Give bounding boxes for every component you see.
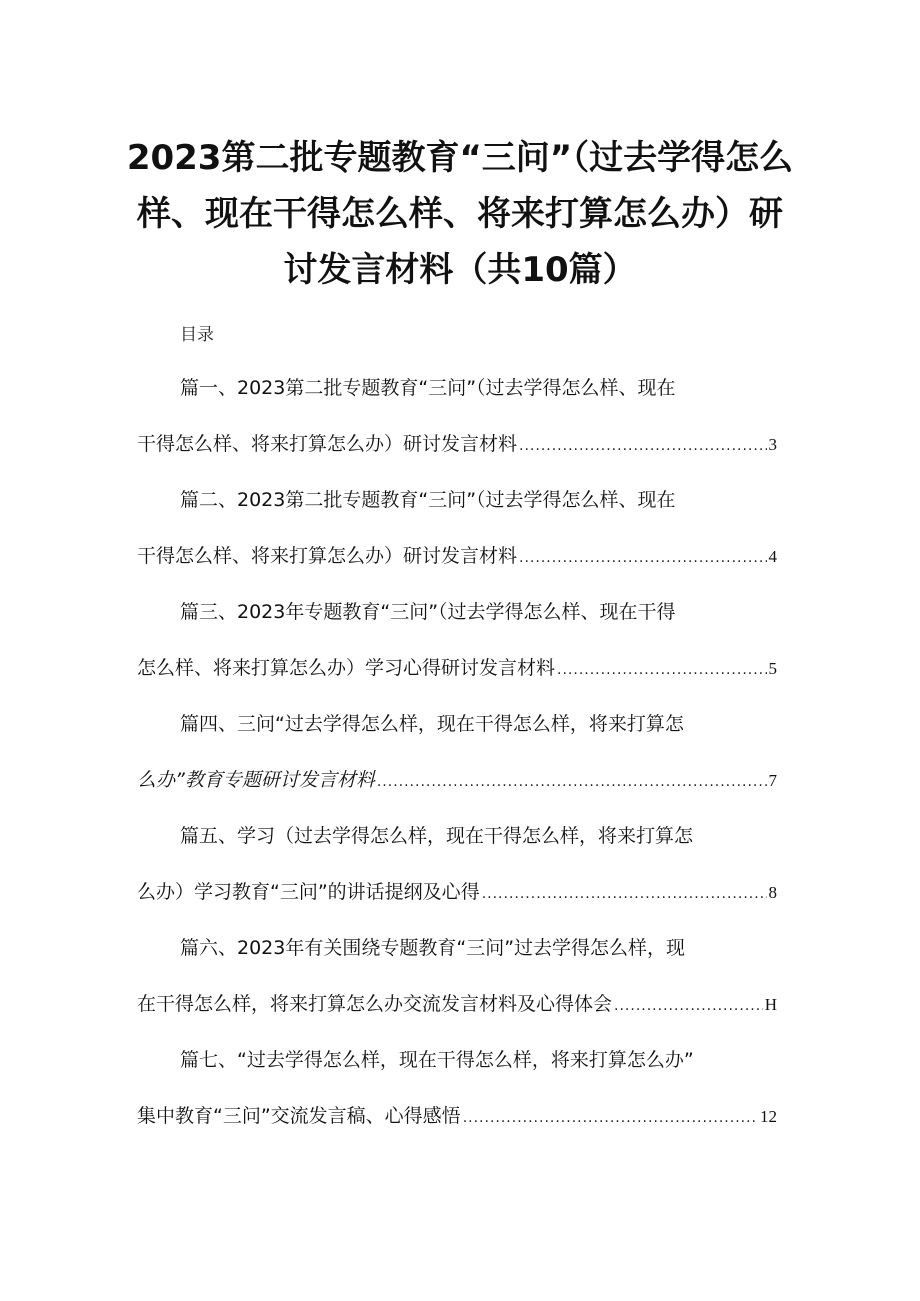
toc-entry-4[interactable] (137, 768, 777, 794)
title-line-1: 2023第二批专题教育“三问”（过去学得怎么 (126, 138, 794, 178)
toc-entry-4-page: 7 (768, 771, 777, 790)
dot-leader (377, 770, 767, 794)
toc-entry-7-page: 12 (760, 1107, 777, 1126)
toc-entry-1-line2: 干得怎么样、将来打算怎么办）研讨发言材料 (137, 433, 518, 455)
toc-entry-6[interactable] (137, 992, 777, 1018)
dot-leader (557, 658, 766, 682)
toc-entry-3-line2: 怎么样、将来打算怎么办）学习心得研讨发言材料 (137, 657, 556, 679)
toc-entry-3[interactable] (137, 656, 777, 682)
dot-leader (463, 1106, 758, 1130)
dot-leader (519, 434, 766, 458)
toc-entry-3-page: 5 (768, 659, 777, 678)
toc-entry-4-line1[interactable]: 篇四、三问“过去学得怎么样，现在干得怎么样，将来打算怎 (180, 713, 684, 735)
toc-entry-2-line2: 干得怎么样、将来打算怎么办）研讨发言材料 (137, 545, 518, 567)
toc-entry-7-line2: 集中教育“三问”交流发言稿、心得感悟 (137, 1105, 461, 1127)
toc-entry-2[interactable] (137, 544, 777, 570)
title-line-2: 样、现在干得怎么样、将来打算怎么办）研 (137, 194, 783, 234)
toc-entry-5-page: 8 (768, 883, 777, 902)
toc-entry-3-line1[interactable]: 篇三、2023年专题教育“三问”（过去学得怎么样、现在干得 (180, 601, 676, 623)
toc-entry-6-line2: 在干得怎么样，将来打算怎么办交流发言材料及心得体会 (137, 993, 613, 1015)
toc-entry-6-line1[interactable]: 篇六、2023年有关围绕专题教育“三问”过去学得怎么样，现 (180, 937, 686, 959)
toc-entry-2-page: 4 (768, 547, 777, 566)
toc-entry-6-page: H (764, 995, 777, 1014)
toc-entry-1-line1[interactable]: 篇一、2023第二批专题教育“三问”（过去学得怎么样、现在 (180, 377, 676, 399)
toc-label: 目录 (180, 325, 214, 345)
document-title (120, 130, 800, 298)
toc-entry-4-line2: 么办”教育专题研讨发言材料 (137, 769, 375, 791)
dot-leader (614, 994, 763, 1018)
title-line-3: 讨发言材料（共10篇） (283, 250, 637, 290)
toc-entry-7-line1[interactable]: 篇七、“过去学得怎么样，现在干得怎么样，将来打算怎么办” (180, 1049, 694, 1071)
toc-entry-5-line2: 么办）学习教育“三问”的讲话提纲及心得 (137, 881, 480, 903)
toc-entry-5-line1[interactable]: 篇五、学习（过去学得怎么样，现在干得怎么样，将来打算怎 (180, 825, 694, 847)
toc-entry-7[interactable] (137, 1104, 777, 1130)
toc-entry-2-line1[interactable]: 篇二、2023第二批专题教育“三问”（过去学得怎么样、现在 (180, 489, 676, 511)
toc-entry-5[interactable] (137, 880, 777, 906)
dot-leader (482, 882, 767, 906)
toc-entry-1[interactable] (137, 432, 777, 458)
dot-leader (519, 546, 766, 570)
toc-entry-1-page: 3 (768, 435, 777, 454)
